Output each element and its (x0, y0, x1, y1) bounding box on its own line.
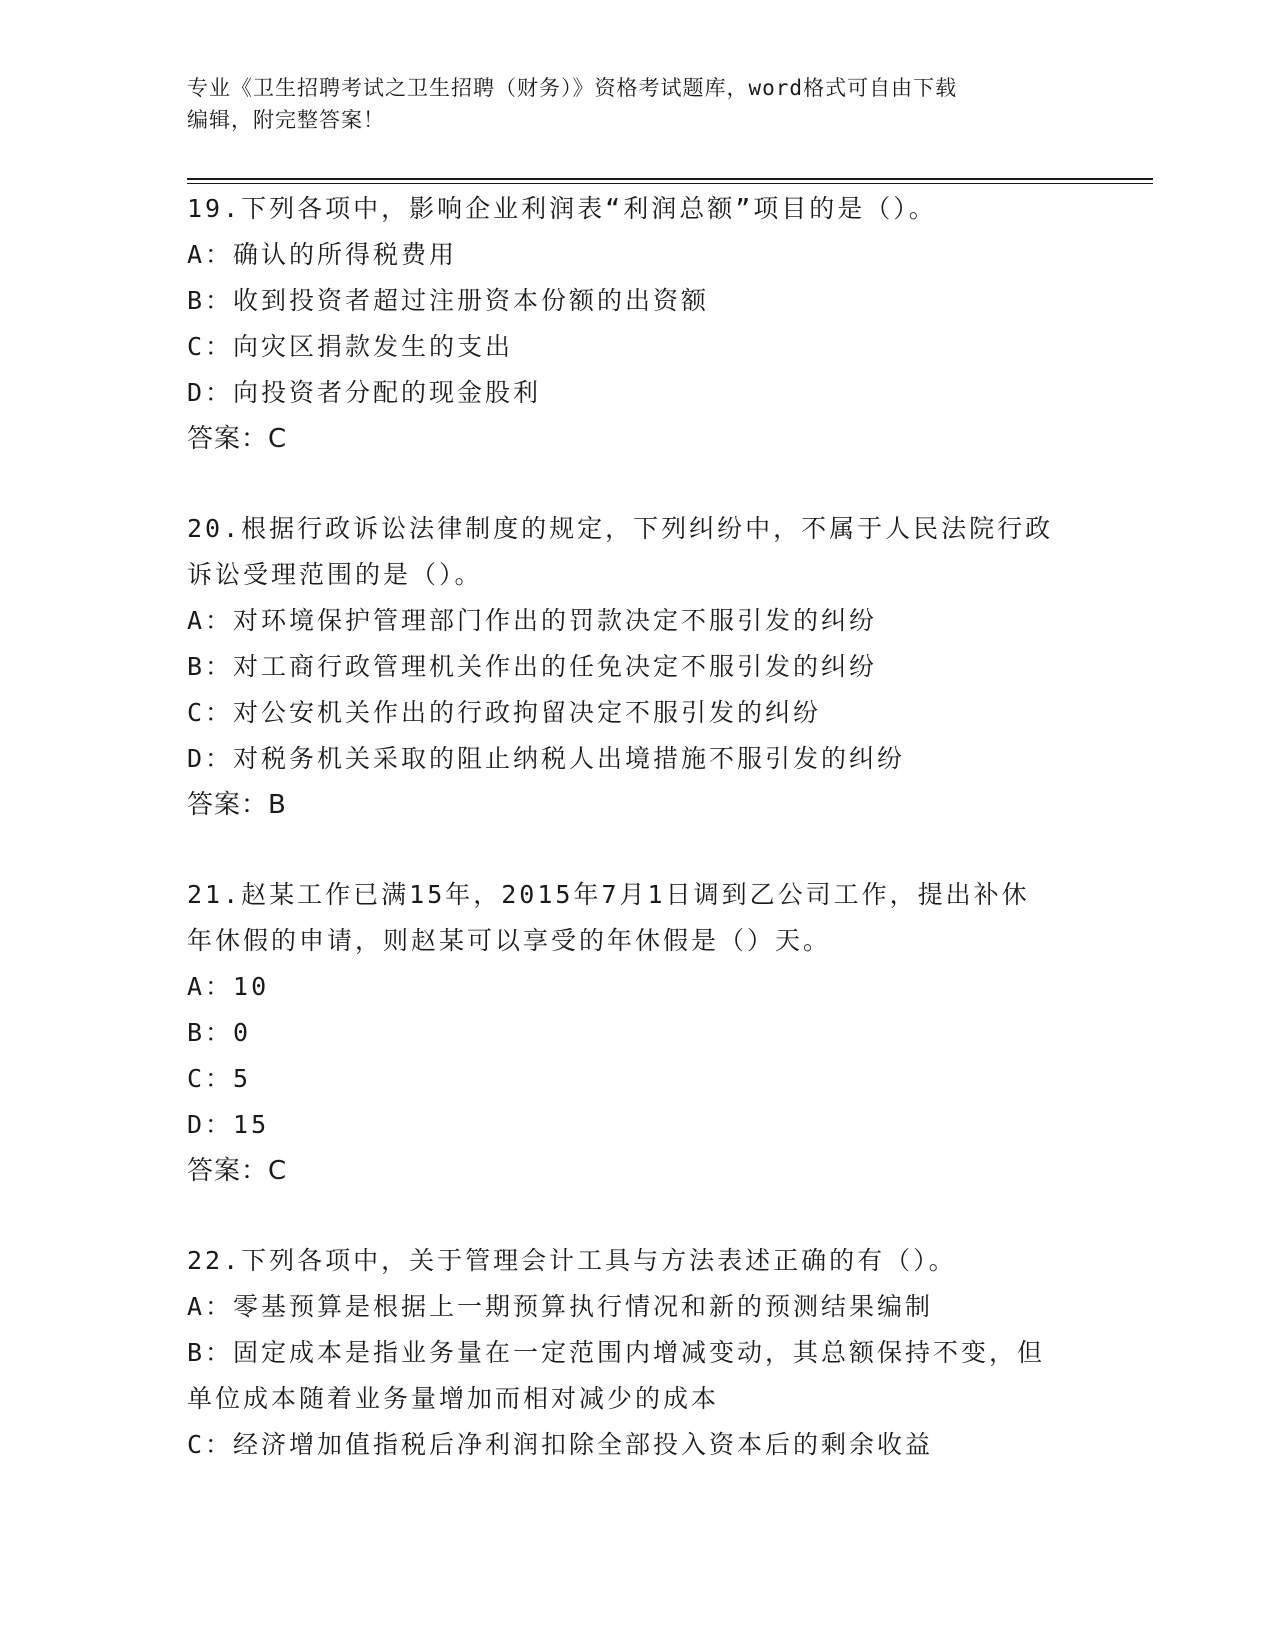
question-stem: 20.根据行政诉讼法律制度的规定，下列纠纷中，不属于人民法院行政 (187, 514, 1054, 543)
option-b: B：0 (187, 1018, 252, 1047)
question-stem: 22.下列各项中，关于管理会计工具与方法表述正确的有（）。 (187, 1246, 957, 1275)
answer: 答案：B (187, 790, 287, 820)
question-22 (187, 1238, 1067, 1468)
header-line-1: 专业《卫生招聘考试之卫生招聘（财务）》资格考试题库，word格式可自由下载 (187, 76, 958, 100)
option-b: B：收到投资者超过注册资本份额的出资额 (187, 286, 710, 315)
option-d: D：向投资者分配的现金股利 (187, 378, 542, 407)
question-stem: 21.赵某工作已满15年，2015年7月1日调到乙公司工作，提出补休 (187, 880, 1030, 909)
option-d: D：对税务机关采取的阻止纳税人出境措施不服引发的纠纷 (187, 744, 906, 773)
option-c: C：5 (187, 1064, 252, 1093)
option-b-continued: 单位成本随着业务量增加而相对减少的成本 (187, 1384, 720, 1413)
option-b: B：固定成本是指业务量在一定范围内增减变动，其总额保持不变，但 (187, 1338, 1046, 1367)
option-d: D：15 (187, 1110, 270, 1139)
option-a: A：确认的所得税费用 (187, 240, 458, 269)
header-line-2: 编辑，附完整答案！ (187, 108, 385, 132)
question-stem: 19.下列各项中，影响企业利润表“利润总额”项目的是（）。 (187, 194, 937, 223)
option-a: A：10 (187, 972, 270, 1001)
question-20 (187, 506, 1067, 828)
header-divider-thin (187, 183, 1153, 184)
option-c: C：经济增加值指税后净利润扣除全部投入资本后的剩余收益 (187, 1430, 934, 1459)
option-a: A：对环境保护管理部门作出的罚款决定不服引发的纠纷 (187, 606, 878, 635)
question-stem-continued: 年休假的申请，则赵某可以享受的年休假是（）天。 (187, 926, 832, 955)
question-19 (187, 186, 1067, 462)
header-divider-thick (187, 178, 1153, 180)
option-b: B：对工商行政管理机关作出的任免决定不服引发的纠纷 (187, 652, 878, 681)
option-c: C：对公安机关作出的行政拘留决定不服引发的纠纷 (187, 698, 822, 727)
document-header (187, 72, 1087, 136)
question-stem-continued: 诉讼受理范围的是（）。 (187, 560, 483, 589)
question-21 (187, 872, 1067, 1194)
question-list (187, 186, 1067, 1468)
answer: 答案：C (187, 424, 288, 454)
option-c: C：向灾区捐款发生的支出 (187, 332, 514, 361)
option-a: A：零基预算是根据上一期预算执行情况和新的预测结果编制 (187, 1292, 934, 1321)
answer: 答案：C (187, 1156, 288, 1186)
